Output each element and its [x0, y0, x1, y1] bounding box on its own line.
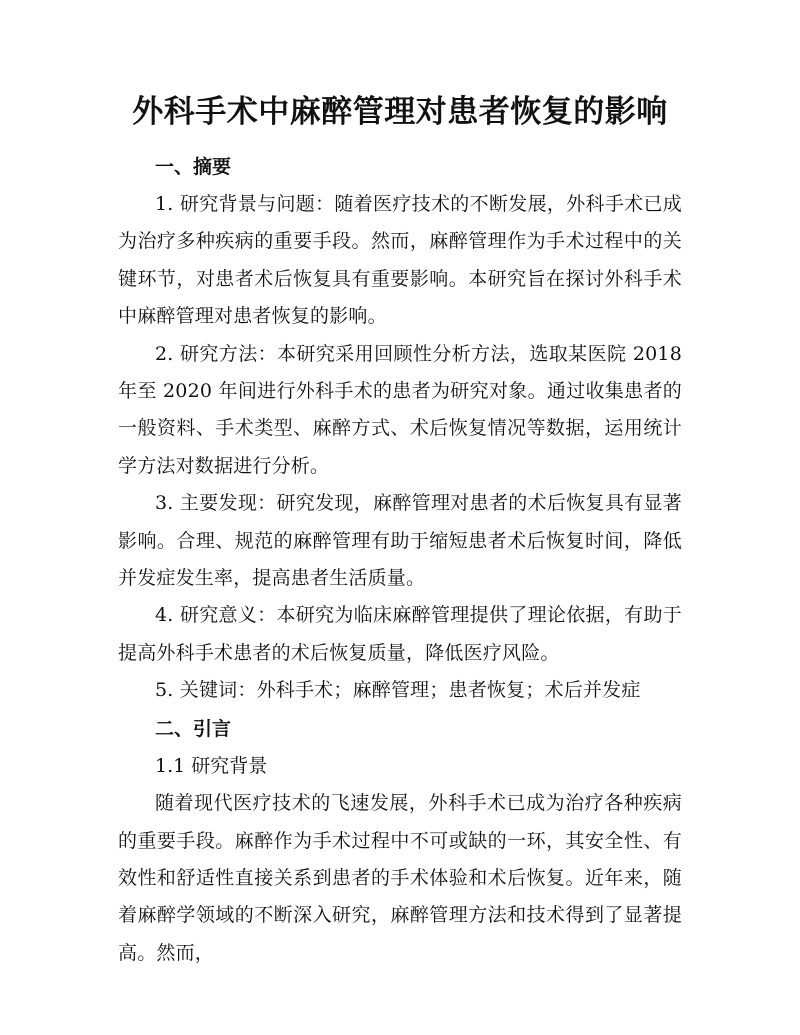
- abstract-paragraph-background: 1. 研究背景与问题：随着医疗技术的不断发展，外科手术已成为治疗多种疾病的重要手段。然而，麻醉管理作为手术过程中的关键环节，对患者术后恢复具有重要影响。本研究旨在探讨外科手术中麻醉管理对患者恢复的影响。: [118, 193, 682, 328]
- introduction-paragraph: 随着现代医疗技术的飞速发展，外科手术已成为治疗各种疾病的重要手段。麻醉作为手术过程中不可或缺的一环，其安全性、有效性和舒适性直接关系到患者的手术体验和术后恢复。近年来，随着麻醉学领域的不断深入研究，麻醉管理方法和技术得到了显著提高。然而，: [118, 792, 682, 964]
- abstract-paragraph-keywords: 5. 关键词：外科手术；麻醉管理；患者恢复；术后并发症: [155, 679, 641, 702]
- abstract-paragraph-significance: 4. 研究意义：本研究为临床麻醉管理提供了理论依据，有助于提高外科手术患者的术后恢复质量，降低医疗风险。: [118, 604, 682, 664]
- abstract-paragraph-findings: 3. 主要发现：研究发现，麻醉管理对患者的术后恢复具有显著影响。合理、规范的麻醉管理有助于缩短患者术后恢复时间，降低并发症发生率，提高患者生活质量。: [118, 492, 682, 590]
- abstract-heading: 一、摘要: [155, 156, 232, 178]
- document-title: 外科手术中麻醉管理对患者恢复的影响: [132, 94, 668, 130]
- introduction-subheading: 1.1 研究背景: [155, 754, 268, 777]
- introduction-heading: 二、引言: [155, 717, 232, 740]
- abstract-paragraph-methods: 2. 研究方法：本研究采用回顾性分析方法，选取某医院 2018 年至 2020 年间进行外科手术的患者为研究对象。通过收集患者的一般资料、手术类型、麻醉方式、术后恢复情况等数据，运用统计学方法对数据进行分析。: [118, 342, 682, 477]
